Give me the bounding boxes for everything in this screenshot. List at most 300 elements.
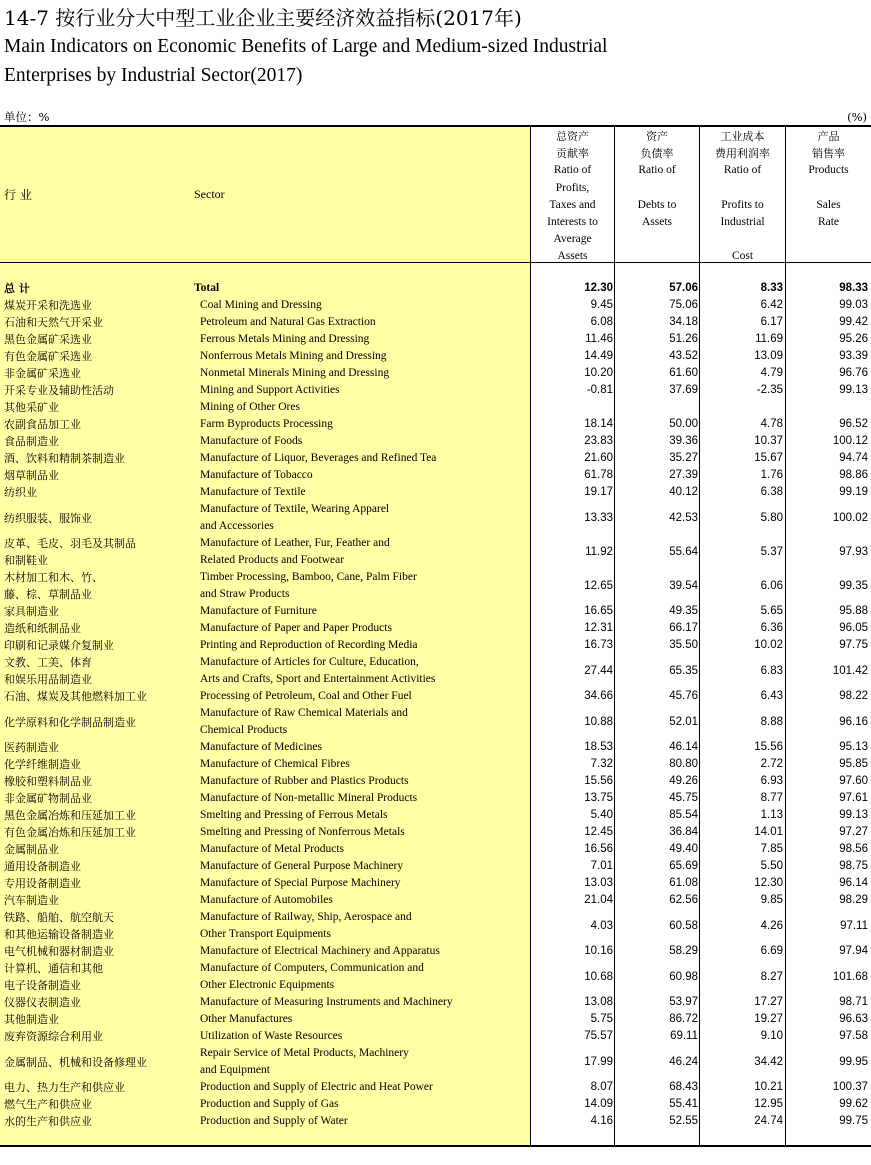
value-assets-ratio: 16.56 xyxy=(584,843,613,855)
sector-en: Total xyxy=(194,282,220,294)
value-debts-ratio: 49.26 xyxy=(669,775,698,787)
value-sales-rate: 97.58 xyxy=(839,1030,868,1042)
table-row xyxy=(0,773,871,790)
value-assets-ratio: 16.73 xyxy=(584,639,613,651)
value-sales-rate: 100.02 xyxy=(832,511,868,524)
industry-cn: 燃气生产和供应业 xyxy=(4,1098,92,1111)
table-bottom-rule xyxy=(0,1145,871,1147)
value-profit-ratio: 6.06 xyxy=(760,579,783,592)
value-debts-ratio: 80.80 xyxy=(669,758,698,770)
value-profit-ratio: 5.37 xyxy=(760,545,783,558)
sector-en: Smelting and Pressing of Ferrous Metals xyxy=(200,809,388,821)
value-sales-rate: 96.14 xyxy=(839,877,868,889)
industry-cn: 其他制造业 xyxy=(4,1013,59,1026)
value-sales-rate: 95.85 xyxy=(839,758,868,770)
table-row xyxy=(0,382,871,399)
header-sector: Sector xyxy=(194,187,225,201)
unit-label-en: (%) xyxy=(847,110,867,124)
value-assets-ratio: 18.53 xyxy=(584,741,613,753)
value-profit-ratio: 19.27 xyxy=(754,1013,783,1025)
table-row xyxy=(0,739,871,756)
sector-en: Mining of Other Ores xyxy=(200,401,300,413)
table-row xyxy=(0,858,871,875)
value-debts-ratio: 66.17 xyxy=(669,622,698,634)
value-assets-ratio: 19.17 xyxy=(584,486,613,498)
sector-en: Farm Byproducts Processing xyxy=(200,418,333,430)
table-top-rule xyxy=(0,125,871,127)
header-col-sales xyxy=(786,128,871,262)
value-profit-ratio: 15.67 xyxy=(754,452,783,464)
sector-en: Coal Mining and Dressing xyxy=(200,299,322,311)
value-profit-ratio: 8.88 xyxy=(760,715,783,728)
table-row xyxy=(0,297,871,314)
value-sales-rate: 95.13 xyxy=(839,741,868,753)
value-sales-rate: 96.63 xyxy=(839,1013,868,1025)
value-debts-ratio: 55.64 xyxy=(669,545,698,558)
sector-en: Manufacture of Tobacco xyxy=(200,469,313,481)
industry-cn: 医药制造业 xyxy=(4,741,59,754)
industry-cn: 仪器仪表制造业 xyxy=(4,996,81,1009)
value-sales-rate: 98.86 xyxy=(839,469,868,481)
value-profit-ratio: 8.33 xyxy=(760,282,783,294)
value-debts-ratio: 36.84 xyxy=(669,826,698,838)
value-assets-ratio: 17.99 xyxy=(584,1055,613,1068)
table-row xyxy=(0,1113,871,1130)
value-profit-ratio: 9.10 xyxy=(760,1030,783,1042)
value-profit-ratio: 4.78 xyxy=(760,418,783,430)
industry-cn: 水的生产和供应业 xyxy=(4,1115,92,1128)
industry-cn: 化学纤维制造业 xyxy=(4,758,81,771)
table-row xyxy=(0,994,871,1011)
table-row xyxy=(0,824,871,841)
value-profit-ratio: 6.42 xyxy=(760,299,783,311)
sector-en: Production and Supply of Water xyxy=(200,1115,348,1127)
sector-en: Processing of Petroleum, Coal and Other Fuel xyxy=(200,690,412,702)
sector-en: Manufacture of General Purpose Machinery xyxy=(200,860,404,872)
value-sales-rate: 98.33 xyxy=(839,282,868,294)
value-assets-ratio: 12.65 xyxy=(584,579,613,592)
sector-en: Manufacture of Chemical Fibres xyxy=(200,758,350,770)
value-profit-ratio: 6.43 xyxy=(760,690,783,702)
value-assets-ratio: 9.45 xyxy=(590,299,613,311)
value-profit-ratio: 14.01 xyxy=(754,826,783,838)
sector-en: Printing and Reproduction of Recording Media xyxy=(200,639,418,651)
sector-en: Petroleum and Natural Gas Extraction xyxy=(200,316,376,328)
value-sales-rate: 95.88 xyxy=(839,605,868,617)
value-assets-ratio: 13.75 xyxy=(584,792,613,804)
industry-cn: 专用设备制造业 xyxy=(4,877,81,890)
industry-cn: 纺织服装、服饰业 xyxy=(4,511,92,525)
sector-en: Other Manufactures xyxy=(200,1013,293,1025)
value-sales-rate: 99.75 xyxy=(839,1115,868,1127)
header-col-debts xyxy=(615,128,699,262)
sector-en: Repair Service of Metal Products, Machinery and Equipment xyxy=(200,1047,409,1076)
table-row xyxy=(0,841,871,858)
sector-en: Manufacture of Non-metallic Mineral Products xyxy=(200,792,418,804)
industry-cn: 造纸和纸制品业 xyxy=(4,622,81,635)
value-debts-ratio: 39.54 xyxy=(669,579,698,592)
value-profit-ratio: -2.35 xyxy=(756,384,783,396)
value-debts-ratio: 43.52 xyxy=(669,350,698,362)
sector-en: Utilization of Waste Resources xyxy=(200,1030,343,1042)
sector-en: Manufacture of Rubber and Plastics Products xyxy=(200,775,409,787)
value-profit-ratio: 24.74 xyxy=(754,1115,783,1127)
sector-en: Manufacture of Medicines xyxy=(200,741,322,753)
value-debts-ratio: 46.14 xyxy=(669,741,698,753)
table-row xyxy=(0,450,871,467)
table-row xyxy=(0,1045,871,1079)
header-industry: 行 业 xyxy=(4,188,32,202)
value-sales-rate: 97.75 xyxy=(839,639,868,651)
value-assets-ratio: 11.92 xyxy=(585,545,613,558)
value-profit-ratio: 17.27 xyxy=(754,996,783,1008)
industry-cn: 总 计 xyxy=(4,282,30,295)
value-debts-ratio: 51.26 xyxy=(669,333,698,345)
value-sales-rate: 99.13 xyxy=(839,384,868,396)
value-profit-ratio: 12.30 xyxy=(754,877,783,889)
industry-cn: 计算机、通信和其他 电子设备制造业 xyxy=(4,962,103,992)
value-debts-ratio: 61.08 xyxy=(669,877,698,889)
value-profit-ratio: 12.95 xyxy=(754,1098,783,1110)
industry-cn: 废弃资源综合利用业 xyxy=(4,1030,103,1043)
value-debts-ratio: 35.50 xyxy=(669,639,698,651)
value-profit-ratio: 8.77 xyxy=(760,792,783,804)
table-row xyxy=(0,1028,871,1045)
header-col-en: Ratio of Debts to Assets xyxy=(637,164,677,229)
value-sales-rate: 99.19 xyxy=(839,486,868,498)
value-debts-ratio: 37.69 xyxy=(669,384,698,396)
value-sales-rate: 98.29 xyxy=(839,894,868,906)
value-assets-ratio: 4.16 xyxy=(590,1115,613,1127)
sector-en: Manufacture of Electrical Machinery and Apparatus xyxy=(200,945,440,957)
value-debts-ratio: 61.60 xyxy=(669,367,698,379)
value-debts-ratio: 55.41 xyxy=(669,1098,698,1110)
value-debts-ratio: 58.29 xyxy=(669,945,698,957)
value-sales-rate: 93.39 xyxy=(839,350,868,362)
value-sales-rate: 97.93 xyxy=(839,545,868,558)
value-profit-ratio: 4.26 xyxy=(760,919,783,932)
value-sales-rate: 97.60 xyxy=(839,775,868,787)
header-col-en: Ratio of Profits to Industrial Cost xyxy=(720,164,765,263)
value-profit-ratio: 8.27 xyxy=(760,970,783,983)
value-profit-ratio: 6.93 xyxy=(760,775,783,787)
title-block xyxy=(4,4,864,90)
value-assets-ratio: 8.07 xyxy=(590,1081,613,1093)
sector-en: Manufacture of Furniture xyxy=(200,605,317,617)
value-debts-ratio: 62.56 xyxy=(669,894,698,906)
value-debts-ratio: 27.39 xyxy=(669,469,698,481)
value-profit-ratio xyxy=(700,399,783,416)
sector-en: Mining and Support Activities xyxy=(200,384,340,396)
sector-en: Manufacture of Computers, Communication and Other Electronic Equipments xyxy=(200,962,424,991)
value-sales-rate: 99.03 xyxy=(839,299,868,311)
value-sales-rate: 98.56 xyxy=(839,843,868,855)
value-debts-ratio: 42.53 xyxy=(669,511,698,524)
table-row xyxy=(0,875,871,892)
value-profit-ratio: 6.83 xyxy=(760,664,783,677)
value-debts-ratio: 52.01 xyxy=(669,715,698,728)
industry-cn: 电气机械和器材制造业 xyxy=(4,945,114,958)
industry-cn: 化学原料和化学制品制造业 xyxy=(4,715,136,729)
value-profit-ratio: 34.42 xyxy=(754,1055,783,1068)
value-assets-ratio: 4.03 xyxy=(590,919,613,932)
value-debts-ratio: 40.12 xyxy=(669,486,698,498)
value-assets-ratio: 12.31 xyxy=(584,622,613,634)
industry-cn: 黑色金属冶炼和压延加工业 xyxy=(4,809,136,822)
table-row xyxy=(0,484,871,501)
sector-en: Nonferrous Metals Mining and Dressing xyxy=(200,350,387,362)
value-debts-ratio: 85.54 xyxy=(669,809,698,821)
value-profit-ratio: 10.37 xyxy=(754,435,783,447)
value-sales-rate: 99.13 xyxy=(839,809,868,821)
value-sales-rate: 100.12 xyxy=(832,435,868,447)
value-sales-rate: 94.74 xyxy=(839,452,868,464)
table-row xyxy=(0,416,871,433)
sector-en: Manufacture of Foods xyxy=(200,435,303,447)
value-profit-ratio: 5.65 xyxy=(760,605,783,617)
value-profit-ratio: 5.50 xyxy=(760,860,783,872)
value-assets-ratio: 7.01 xyxy=(590,860,613,872)
table-row xyxy=(0,314,871,331)
table-row xyxy=(0,535,871,569)
header-col-en: Ratio of Profits, Taxes and Interests to Average Assets xyxy=(547,164,598,263)
table-row xyxy=(0,1011,871,1028)
value-sales-rate: 99.95 xyxy=(839,1055,868,1068)
sector-en: Timber Processing, Bamboo, Cane, Palm Fiber and Straw Products xyxy=(200,571,417,600)
value-profit-ratio: 6.69 xyxy=(760,945,783,957)
header-col-profits xyxy=(700,128,785,262)
table-row xyxy=(0,348,871,365)
value-debts-ratio xyxy=(616,399,698,416)
value-profit-ratio: 1.13 xyxy=(760,809,783,821)
sector-en: Manufacture of Liquor, Beverages and Refined Tea xyxy=(200,452,437,464)
industry-cn: 烟草制品业 xyxy=(4,469,59,482)
value-profit-ratio: 10.21 xyxy=(754,1081,783,1093)
sector-en: Manufacture of Leather, Fur, Feather and Related Products and Footwear xyxy=(200,537,390,566)
table-row xyxy=(0,603,871,620)
value-debts-ratio: 65.69 xyxy=(669,860,698,872)
value-debts-ratio: 86.72 xyxy=(669,1013,698,1025)
table-row xyxy=(0,807,871,824)
value-profit-ratio: 11.69 xyxy=(755,333,783,345)
table-row xyxy=(0,637,871,654)
industry-cn: 有色金属冶炼和压延加工业 xyxy=(4,826,136,839)
industry-cn: 其他采矿业 xyxy=(4,401,59,414)
value-assets-ratio: 14.09 xyxy=(584,1098,613,1110)
industry-cn: 汽车制造业 xyxy=(4,894,59,907)
table-row xyxy=(0,943,871,960)
value-profit-ratio: 6.17 xyxy=(760,316,783,328)
value-sales-rate: 99.62 xyxy=(839,1098,868,1110)
table-row xyxy=(0,569,871,603)
value-profit-ratio: 9.85 xyxy=(760,894,783,906)
value-debts-ratio: 57.06 xyxy=(669,282,698,294)
value-sales-rate: 96.16 xyxy=(839,715,868,728)
value-debts-ratio: 46.24 xyxy=(669,1055,698,1068)
value-debts-ratio: 60.58 xyxy=(669,919,698,932)
sector-en: Smelting and Pressing of Nonferrous Metals xyxy=(200,826,405,838)
value-sales-rate: 97.11 xyxy=(840,919,868,932)
value-assets-ratio: 11.46 xyxy=(585,333,613,345)
value-assets-ratio: 61.78 xyxy=(584,469,613,481)
industry-cn: 石油、煤炭及其他燃料加工业 xyxy=(4,690,147,703)
value-sales-rate: 98.75 xyxy=(839,860,868,872)
value-assets-ratio: 13.08 xyxy=(584,996,613,1008)
industry-cn: 铁路、船舶、航空航天 和其他运输设备制造业 xyxy=(4,911,114,941)
value-assets-ratio: 13.33 xyxy=(584,511,613,524)
industry-cn: 食品制造业 xyxy=(4,435,59,448)
value-profit-ratio: 6.36 xyxy=(760,622,783,634)
industry-cn: 金属制品业 xyxy=(4,843,59,856)
table-row xyxy=(0,467,871,484)
value-debts-ratio: 45.76 xyxy=(669,690,698,702)
sector-en: Production and Supply of Gas xyxy=(200,1098,339,1110)
value-assets-ratio: 10.88 xyxy=(584,715,613,728)
value-profit-ratio: 6.38 xyxy=(760,486,783,498)
value-debts-ratio: 39.36 xyxy=(669,435,698,447)
value-assets-ratio: 18.14 xyxy=(584,418,613,430)
industry-cn: 橡胶和塑料制品业 xyxy=(4,775,92,788)
value-sales-rate xyxy=(786,399,868,416)
table-row xyxy=(0,399,871,416)
value-sales-rate: 97.61 xyxy=(839,792,868,804)
value-sales-rate: 99.35 xyxy=(839,579,868,592)
value-assets-ratio: 21.60 xyxy=(584,452,613,464)
industry-cn: 非金属矿物制品业 xyxy=(4,792,92,805)
table-row xyxy=(0,688,871,705)
value-assets-ratio: 10.20 xyxy=(584,367,613,379)
value-assets-ratio xyxy=(531,399,613,416)
sector-en: Production and Supply of Electric and Heat Power xyxy=(200,1081,433,1093)
sector-en: Manufacture of Automobiles xyxy=(200,894,333,906)
industry-cn: 文教、工美、体育 和娱乐用品制造业 xyxy=(4,656,92,686)
value-debts-ratio: 50.00 xyxy=(669,418,698,430)
value-assets-ratio: 21.04 xyxy=(584,894,613,906)
page-title-en-line2: Enterprises by Industrial Sector(2017) xyxy=(4,65,303,86)
value-sales-rate: 99.42 xyxy=(839,316,868,328)
industry-cn: 农副食品加工业 xyxy=(4,418,81,431)
value-assets-ratio: 5.75 xyxy=(590,1013,613,1025)
value-assets-ratio: 75.57 xyxy=(584,1030,613,1042)
value-debts-ratio: 68.43 xyxy=(669,1081,698,1093)
table-row xyxy=(0,705,871,739)
value-assets-ratio: 5.40 xyxy=(590,809,613,821)
unit-row xyxy=(4,109,867,125)
total-row xyxy=(0,280,871,297)
value-profit-ratio: 1.76 xyxy=(760,469,783,481)
sector-en: Manufacture of Metal Products xyxy=(200,843,345,855)
value-profit-ratio: 4.79 xyxy=(760,367,783,379)
value-assets-ratio: 7.32 xyxy=(590,758,613,770)
page-title-en-line1: Main Indicators on Economic Benefits of Large and Medium-sized Industrial xyxy=(4,36,608,57)
header-col-cn: 产品 销售率 xyxy=(812,130,845,161)
table-row xyxy=(0,1096,871,1113)
value-sales-rate: 98.22 xyxy=(839,690,868,702)
sector-en: Ferrous Metals Mining and Dressing xyxy=(200,333,370,345)
table-row xyxy=(0,365,871,382)
industry-cn: 皮革、毛皮、羽毛及其制品 和制鞋业 xyxy=(4,537,136,567)
table-row xyxy=(0,892,871,909)
header-col-assets xyxy=(531,128,614,262)
header-col-en: Products Sales Rate xyxy=(808,164,849,229)
sector-en: Manufacture of Railway, Ship, Aerospace and Other Transport Equipments xyxy=(200,911,412,940)
table-row xyxy=(0,790,871,807)
value-debts-ratio: 69.11 xyxy=(670,1030,698,1042)
table-row xyxy=(0,433,871,450)
value-sales-rate: 96.05 xyxy=(839,622,868,634)
value-assets-ratio: 15.56 xyxy=(584,775,613,787)
value-sales-rate: 100.37 xyxy=(832,1081,868,1093)
table-row xyxy=(0,756,871,773)
industry-cn: 木材加工和木、竹、 藤、棕、草制品业 xyxy=(4,571,103,601)
industry-cn: 石油和天然气开采业 xyxy=(4,316,103,329)
value-assets-ratio: 27.44 xyxy=(584,664,613,677)
value-profit-ratio: 5.80 xyxy=(760,511,783,524)
table-row xyxy=(0,501,871,535)
industry-cn: 开采专业及辅助性活动 xyxy=(4,384,114,397)
value-sales-rate: 101.42 xyxy=(832,664,868,677)
unit-label: 单位：% xyxy=(4,110,50,124)
value-assets-ratio: -0.81 xyxy=(586,384,613,396)
industry-cn: 黑色金属矿采选业 xyxy=(4,333,92,346)
value-debts-ratio: 49.40 xyxy=(669,843,698,855)
value-debts-ratio: 75.06 xyxy=(669,299,698,311)
value-assets-ratio: 10.16 xyxy=(584,945,613,957)
industry-cn: 纺织业 xyxy=(4,486,37,499)
table-row xyxy=(0,909,871,943)
value-assets-ratio: 16.65 xyxy=(584,605,613,617)
value-debts-ratio: 45.75 xyxy=(669,792,698,804)
sector-en: Manufacture of Special Purpose Machinery xyxy=(200,877,401,889)
page-title-cn: 14-7 按行业分大中型工业企业主要经济效益指标(2017年) xyxy=(4,6,522,30)
value-debts-ratio: 65.35 xyxy=(669,664,698,677)
value-assets-ratio: 13.03 xyxy=(584,877,613,889)
value-assets-ratio: 12.45 xyxy=(584,826,613,838)
industry-cn: 金属制品、机械和设备修理业 xyxy=(4,1055,147,1069)
value-sales-rate: 96.52 xyxy=(839,418,868,430)
industry-cn: 通用设备制造业 xyxy=(4,860,81,873)
value-debts-ratio: 60.98 xyxy=(669,970,698,983)
table-row xyxy=(0,654,871,688)
value-debts-ratio: 35.27 xyxy=(669,452,698,464)
value-assets-ratio: 6.08 xyxy=(590,316,613,328)
table-row xyxy=(0,1079,871,1096)
industry-cn: 电力、热力生产和供应业 xyxy=(4,1081,125,1094)
table-row xyxy=(0,960,871,994)
value-sales-rate: 98.71 xyxy=(839,996,868,1008)
value-debts-ratio: 52.55 xyxy=(669,1115,698,1127)
value-assets-ratio: 34.66 xyxy=(584,690,613,702)
industry-cn: 印刷和记录媒介复制业 xyxy=(4,639,114,652)
table-row xyxy=(0,331,871,348)
value-profit-ratio: 10.02 xyxy=(754,639,783,651)
sector-en: Manufacture of Measuring Instruments and Machinery xyxy=(200,996,453,1008)
value-profit-ratio: 13.09 xyxy=(754,350,783,362)
sector-en: Manufacture of Paper and Paper Products xyxy=(200,622,392,634)
value-assets-ratio: 12.30 xyxy=(584,282,613,294)
industry-cn: 煤炭开采和洗选业 xyxy=(4,299,92,312)
sector-en: Manufacture of Textile xyxy=(200,486,306,498)
industry-cn: 非金属矿采选业 xyxy=(4,367,81,380)
value-profit-ratio: 2.72 xyxy=(760,758,783,770)
value-debts-ratio: 49.35 xyxy=(669,605,698,617)
header-col-cn: 总资产 贡献率 xyxy=(556,130,589,161)
industry-cn: 家具制造业 xyxy=(4,605,59,618)
sector-en: Nonmetal Minerals Mining and Dressing xyxy=(200,367,390,379)
sector-en: Manufacture of Textile, Wearing Apparel and Accessories xyxy=(200,503,390,532)
value-sales-rate: 97.27 xyxy=(839,826,868,838)
header-col-cn: 资产 负债率 xyxy=(640,130,674,161)
